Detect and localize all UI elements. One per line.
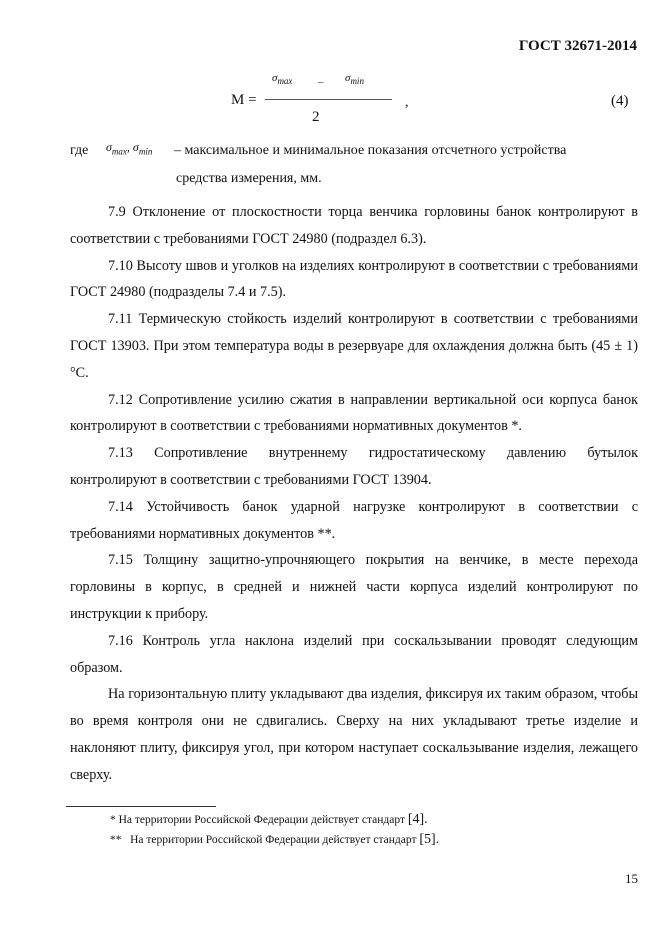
formula-4 [0,68,661,132]
formula-sigma-min: $\sigma_{min}$ [345,72,364,87]
formula-comma: , [405,95,409,110]
paragraph-7-16: 7.16 Контроль угла наклона изделий при соскальзывании проводят следующим образом. [70,632,638,676]
paragraph-7-11: 7.11 Термическую стойкость изделий контролируют в соответствии с требованиями ГОСТ 13903. При этом температура воды в резервуаре для охлаждения должна быть (45 ± 1) °С. [70,311,638,381]
paragraph-7-12: 7.12 Сопротивление усилию сжатия в направлении вертикальной оси корпуса банок контролируют в соответствии с требованиями нормативных документов *. [70,391,638,435]
where-definition-cont: средства измерения, мм. [176,171,322,186]
footnote-2: ** На территории Российской Федерации действует стандарт [5]. [110,832,440,847]
where-symbols: $\sigma_{max}$, $\sigma_{min}$ [106,140,153,157]
page-number: 15 [625,871,638,886]
formula-minus: – [318,76,324,88]
footnote-divider [66,806,216,807]
fraction-bar [265,99,392,100]
formula-lhs: M = [231,92,257,108]
paragraph-7-14: 7.14 Устойчивость банок ударной нагрузке контролируют в соответствии с требованиями нормативных документов **. [70,498,638,542]
paragraph-7-15: 7.15 Толщину защитно-упрочняющего покрытия на венчике, в месте перехода горловины в корпус, в средней и нижней части корпуса изделий контролируют по инструкции к прибору. [70,552,638,622]
paragraph-7-13: 7.13 Сопротивление внутреннему гидростатическому давлению бутылок контролируют в соответствии с требованиями ГОСТ 13904. [70,445,638,488]
body-text [70,199,638,789]
where-word: где [70,143,89,158]
paragraph-7-9: 7.9 Отклонение от плоскостности торца венчика горловины банок контролируют в соответствии с требованиями ГОСТ 24980 (подраздел 6.3). [70,204,638,247]
paragraph-procedure: На горизонтальную плиту укладывают два изделия, фиксируя их таким образом, чтобы во время контроля они не сдвигались. Сверху на них укладывают третье изделие и наклоняют плиту, фиксируя угол, при котором наступает соскальзывание изделия, лежащего сверху. [70,686,638,783]
equation-number: (4) [611,93,629,109]
document-header: ГОСТ 32671-2014 [518,38,637,54]
paragraph-7-10: 7.10 Высоту швов и уголков на изделиях контролируют в соответствии с требованиями ГОСТ 24980 (подразделы 7.4 и 7.5). [70,257,638,301]
formula-sigma-max: $\sigma_{max}$ [272,72,293,87]
footnote-1: * На территории Российской Федерации действует стандарт [4]. [110,812,428,827]
formula-denominator: 2 [312,109,320,125]
where-definition: – максимальное и минимальное показания отсчетного устройства [174,143,567,158]
